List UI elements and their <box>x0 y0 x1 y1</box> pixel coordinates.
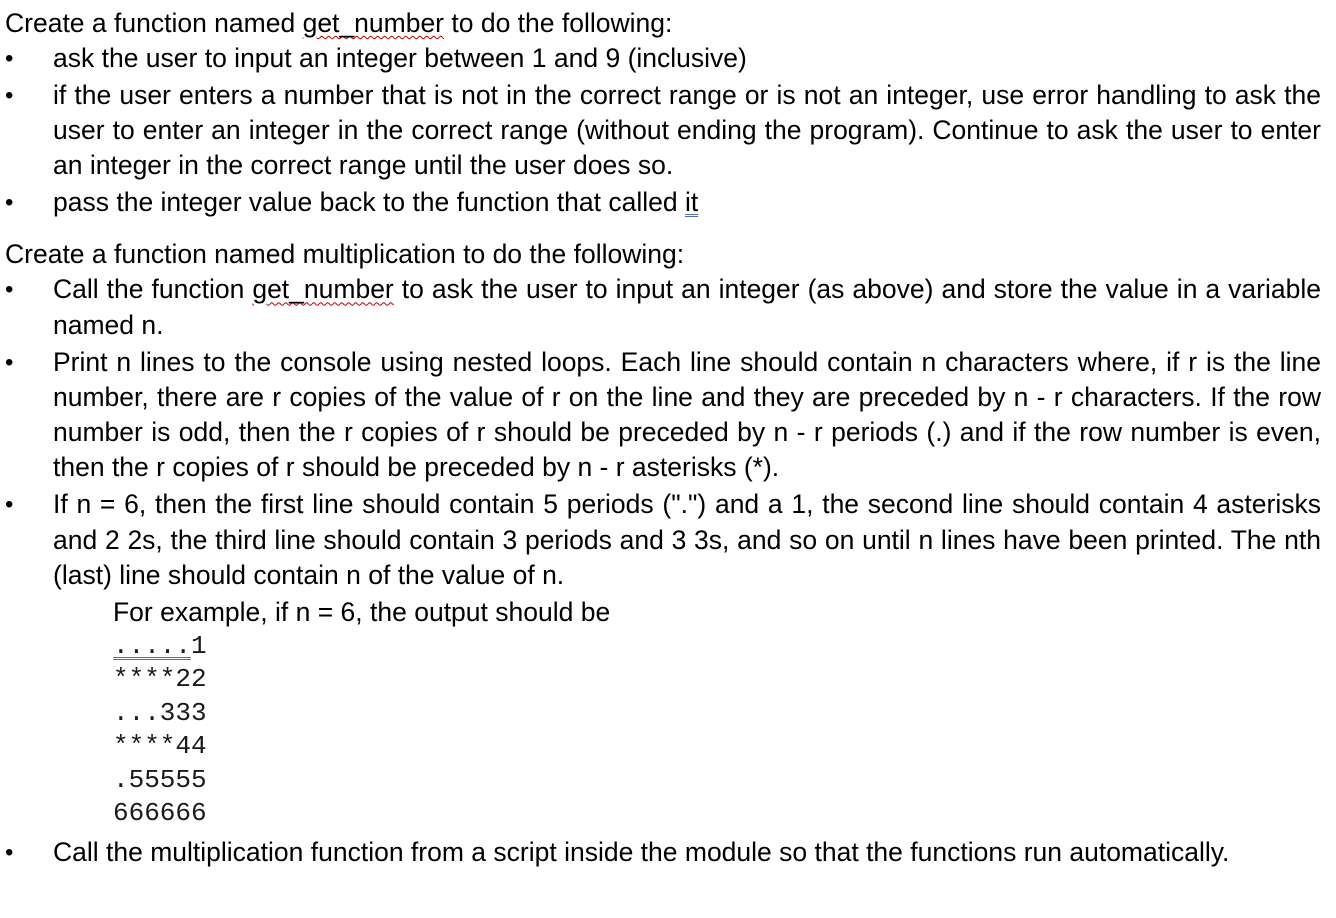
bullet-icon: • <box>5 189 14 217</box>
section1-bullet-3 <box>5 185 1321 220</box>
bullet-icon: • <box>5 838 14 866</box>
bullet-icon: • <box>5 81 14 109</box>
example-block <box>5 595 1321 835</box>
section2-bullet-list-continued <box>5 835 1321 870</box>
section2-bullet-2-text: Print n lines to the console using nested loops. Each line should contain n characters where, if r is the line number, there are r copies of the value of r on the line and they are preceded by n - r characters. If the row number is odd, then the r copies of r should be preceded by n - r periods (.) and if the row number is even, then the r copies of r should be preceded by n - r asterisks (*). <box>53 346 1321 483</box>
example-output-line: .55555 <box>113 764 207 795</box>
example-intro: For example, if n = 6, the output should be <box>113 596 611 627</box>
bullet-icon: • <box>5 491 14 519</box>
section1-bullet-1-text: ask the user to input an integer between 1 and 9 (inclusive) <box>53 43 747 73</box>
section2-bullet-3 <box>5 487 1321 593</box>
section1-bullet-2-text: if the user enters a number that is not in the correct range or is not an integer, use error handling to ask the user to enter an integer in the correct range (without ending the program). Continue to ask the user to enter an integer in the correct range until the user does so. <box>53 79 1321 181</box>
section2-bullet-2 <box>5 345 1321 486</box>
example-output-line: ****44 <box>113 731 207 762</box>
section1-heading-prefix: Create a function named <box>5 8 303 38</box>
section1-bullet-list <box>5 41 1321 220</box>
section2-bullet-3-text: If n = 6, then the first line should contain 5 periods (".") and a 1, the second line should contain 4 asterisks and 2 2s, the third line should contain 3 periods and 3 3s, and so on until n lines have been printed. The nth (last) line should contain n of the value of n. <box>53 489 1321 590</box>
example-first-digit: 1 <box>191 630 207 661</box>
bullet-icon: • <box>5 45 14 72</box>
bullet-icon: • <box>5 348 14 376</box>
section2-bullet-list <box>5 272 1321 593</box>
section2-bullet-1-suffix: to ask the user to input an integer (as above) and store the value in a variable named n. <box>53 274 1321 340</box>
section1-bullet-3-word: it <box>685 187 699 218</box>
section2-bullet-4 <box>5 835 1321 870</box>
section2-bullet-1 <box>5 272 1321 343</box>
example-first-dots: ..... <box>113 630 192 661</box>
section2-bullet-1-func: get_number <box>252 274 394 305</box>
section2-bullet-1-prefix: Call the function <box>53 274 253 305</box>
section1-bullet-1 <box>5 41 1321 76</box>
section1-bullet-3-prefix: pass the integer value back to the function that called <box>53 187 685 218</box>
section2-heading: Create a function named multiplication to do the following: <box>5 239 685 270</box>
example-output <box>113 630 1321 835</box>
example-output-line: ****22 <box>113 664 207 695</box>
section1-bullet-2 <box>5 78 1321 184</box>
document-page <box>5 6 1321 871</box>
section1-heading-func: get_number <box>302 8 445 38</box>
bullet-icon: • <box>5 276 14 304</box>
example-output-line: ...333 <box>113 697 207 728</box>
section1-heading-suffix: to do the following: <box>444 8 673 38</box>
section1-heading <box>5 6 1321 41</box>
example-output-line: 666666 <box>113 798 207 829</box>
section2-bullet-4-text: Call the multiplication function from a script inside the module so that the functions run automatically. <box>53 836 1230 867</box>
example-output-line <box>113 630 1321 664</box>
